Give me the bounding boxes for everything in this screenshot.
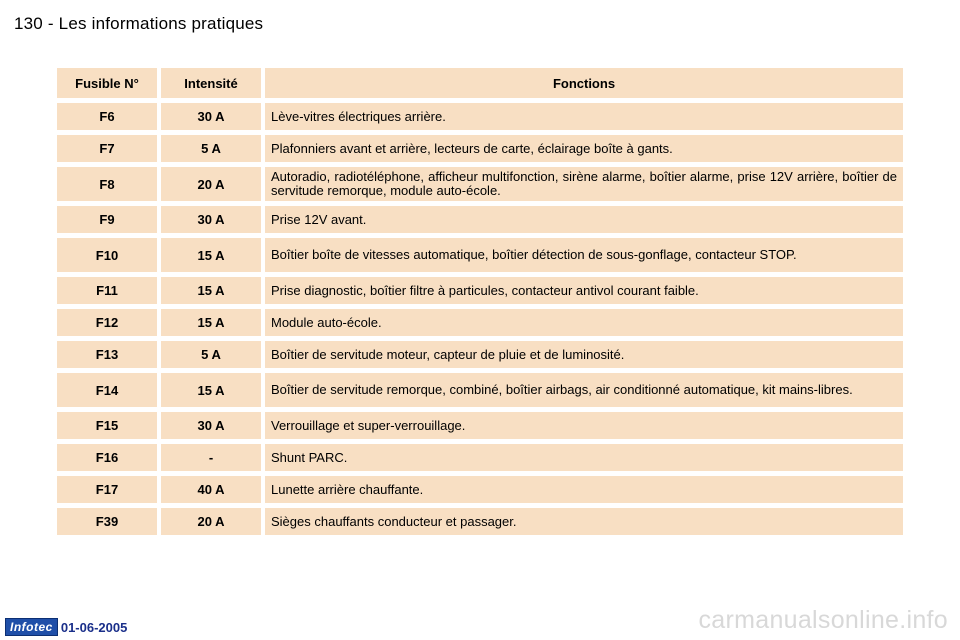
fuse-intensity: 5 A (161, 341, 261, 368)
fuse-intensity: 5 A (161, 135, 261, 162)
footer-date: 01-06-2005 (60, 619, 128, 635)
table-row (57, 309, 903, 336)
column-header-fuse: Fusible N° (57, 68, 157, 98)
table-row (57, 476, 903, 503)
fuse-function: Sièges chauffants conducteur et passager. (265, 508, 903, 535)
table-row (57, 373, 903, 407)
watermark: carmanualsonline.info (698, 606, 948, 634)
table-row (57, 508, 903, 535)
fuse-number: F13 (57, 341, 157, 368)
infotec-logo: Infotec (5, 618, 58, 636)
fuse-number: F39 (57, 508, 157, 535)
footer (5, 619, 127, 635)
table-row (57, 277, 903, 304)
fuse-intensity: 30 A (161, 103, 261, 130)
fuse-intensity: 20 A (161, 167, 261, 201)
page-title: 130 - Les informations pratiques (14, 14, 264, 33)
fuse-number: F14 (57, 373, 157, 407)
fuse-intensity: 30 A (161, 412, 261, 439)
fuse-number: F17 (57, 476, 157, 503)
table-row (57, 103, 903, 130)
fuse-function: Plafonniers avant et arrière, lecteurs de carte, éclairage boîte à gants. (265, 135, 903, 162)
fuse-function: Lunette arrière chauffante. (265, 476, 903, 503)
table-row (57, 341, 903, 368)
table-row (57, 412, 903, 439)
fuse-number: F7 (57, 135, 157, 162)
fuse-number: F11 (57, 277, 157, 304)
table-row (57, 444, 903, 471)
fuse-number: F6 (57, 103, 157, 130)
fuse-number: F15 (57, 412, 157, 439)
fuse-function: Prise diagnostic, boîtier filtre à particules, contacteur antivol courant faible. (265, 277, 903, 304)
fuse-intensity: 15 A (161, 309, 261, 336)
fuse-function: Boîtier de servitude remorque, combiné, boîtier airbags, air conditionné automatique, kit mains-libres. (265, 373, 903, 407)
fuse-table (57, 63, 903, 540)
fuse-number: F12 (57, 309, 157, 336)
fuse-number: F8 (57, 167, 157, 201)
fuse-number: F9 (57, 206, 157, 233)
table-row (57, 135, 903, 162)
fuse-function: Boîtier boîte de vitesses automatique, boîtier détection de sous-gonflage, contacteur STOP. (265, 238, 903, 272)
fuse-number: F10 (57, 238, 157, 272)
table-row (57, 167, 903, 201)
fuse-function: Shunt PARC. (265, 444, 903, 471)
fuse-number: F16 (57, 444, 157, 471)
fuse-function: Autoradio, radiotéléphone, afficheur multifonction, sirène alarme, boîtier alarme, prise 12V arrière, boîtier de servitude remorque, module auto-école. (265, 167, 903, 201)
fuse-intensity: 20 A (161, 508, 261, 535)
table-row (57, 206, 903, 233)
fuse-function: Lève-vitres électriques arrière. (265, 103, 903, 130)
table-row (57, 238, 903, 272)
column-header-functions: Fonctions (265, 68, 903, 98)
fuse-intensity: 40 A (161, 476, 261, 503)
fuse-intensity: - (161, 444, 261, 471)
fuse-intensity: 15 A (161, 238, 261, 272)
fuse-function: Module auto-école. (265, 309, 903, 336)
fuse-intensity: 15 A (161, 373, 261, 407)
fuse-intensity: 15 A (161, 277, 261, 304)
column-header-intensity: Intensité (161, 68, 261, 98)
fuse-intensity: 30 A (161, 206, 261, 233)
table-header-row (57, 68, 903, 98)
fuse-function: Prise 12V avant. (265, 206, 903, 233)
fuse-function: Verrouillage et super-verrouillage. (265, 412, 903, 439)
fuse-function: Boîtier de servitude moteur, capteur de pluie et de luminosité. (265, 341, 903, 368)
